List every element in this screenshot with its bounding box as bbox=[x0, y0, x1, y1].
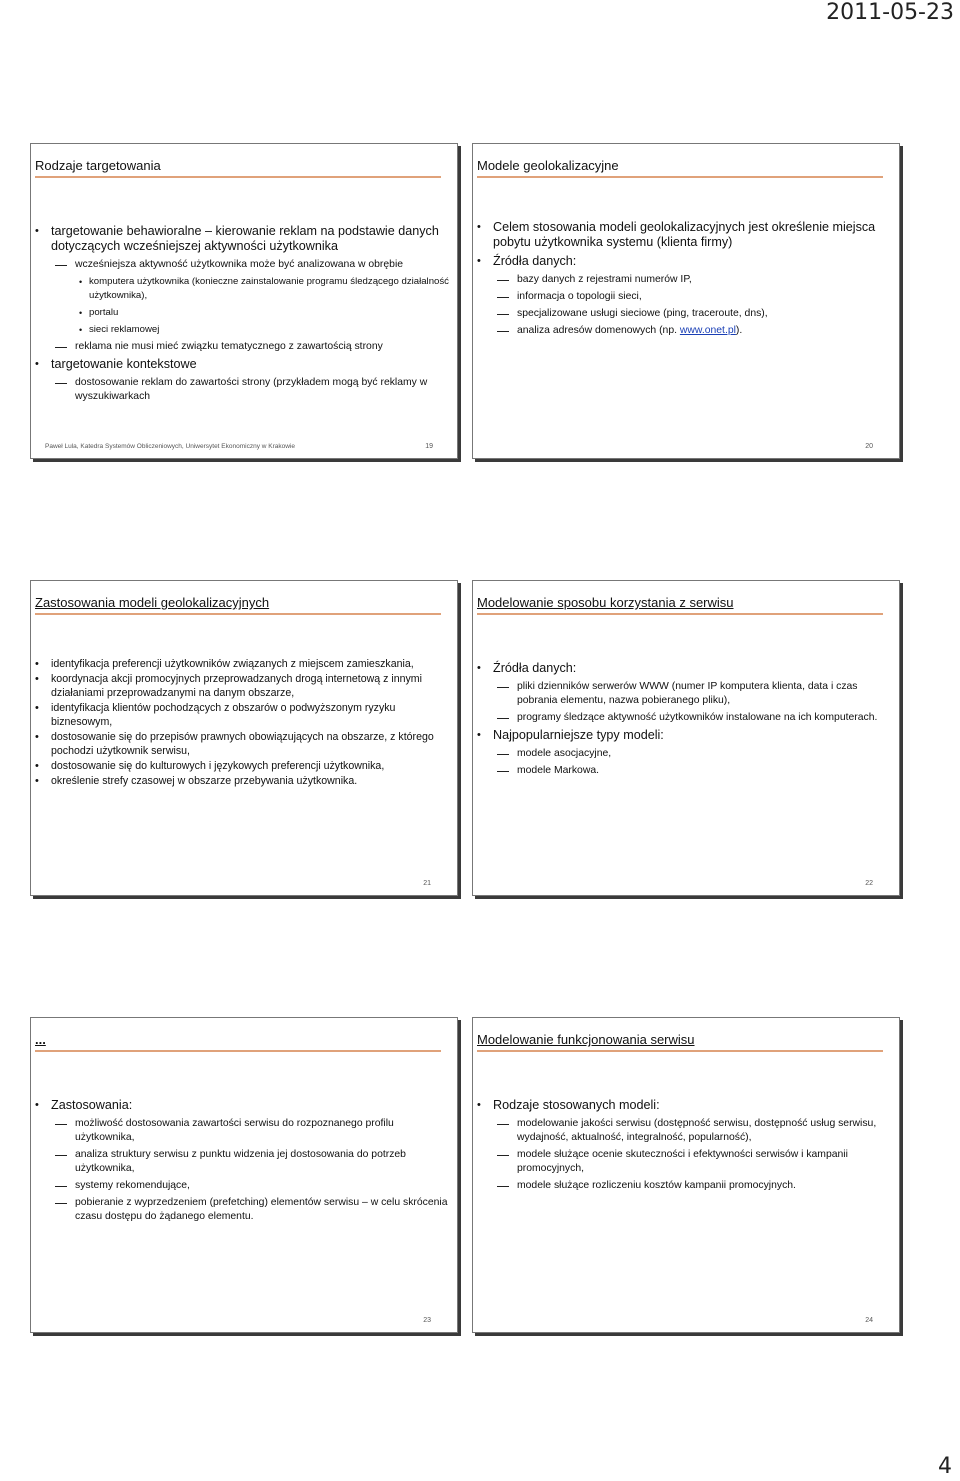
dash-icon bbox=[497, 1124, 509, 1125]
sub-bullet-item: modelowanie jakości serwisu (dostępność serwisu, dostępność usług serwisu, wydajność, aktualność, integralność, popularność), bbox=[477, 1117, 893, 1145]
sub-bullet-item: informacja o topologii sieci, bbox=[477, 290, 893, 304]
sub-bullet-item: bazy danych z rejestrami numerów IP, bbox=[477, 273, 893, 287]
bullet-dot-icon: • bbox=[35, 673, 39, 685]
bullet-item: • Celem stosowania modeli geolokalizacyjnych jest określenie miejsca pobytu użytkownika systemu (klienta firmy) bbox=[477, 220, 876, 249]
bullet-item: • Źródła danych: bbox=[477, 661, 577, 675]
slide-body bbox=[477, 661, 893, 781]
slide-title: Rodzaje targetowania bbox=[35, 158, 161, 173]
dash-icon bbox=[55, 265, 67, 266]
sub-bullet-item: pobieranie z wyprzedzeniem (prefetching) elementów serwisu – w celu skrócenia czasu dostępu do żądanego elementu. bbox=[35, 1196, 451, 1224]
bullet-dot-icon: • bbox=[35, 775, 39, 787]
slide-23 bbox=[30, 1017, 458, 1333]
bullet-dot-icon: • bbox=[35, 731, 39, 743]
bullet-dot-icon: • bbox=[79, 325, 83, 335]
title-rule bbox=[477, 1050, 883, 1052]
sub-bullet-item: reklama nie musi mieć związku tematycznego z zawartością strony bbox=[35, 340, 451, 354]
bullet-item: • dostosowanie się do przepisów prawnych obowiązujących na obszarze, z którego pochodzi użytkownik serwisu, bbox=[35, 731, 434, 757]
dash-icon bbox=[497, 754, 509, 755]
title-rule bbox=[477, 613, 883, 615]
dash-icon bbox=[497, 331, 509, 332]
sub-sub-bullet-item: • sieci reklamowej bbox=[79, 324, 160, 335]
sub-bullet-item: systemy rekomendujące, bbox=[35, 1179, 451, 1193]
dash-icon bbox=[497, 297, 509, 298]
dash-icon bbox=[497, 687, 509, 688]
bullet-dot-icon: • bbox=[35, 760, 39, 772]
bullet-dot-icon: • bbox=[477, 255, 481, 267]
bullet-item: • określenie strefy czasowej w obszarze przebywania użytkownika. bbox=[35, 775, 358, 787]
dash-icon bbox=[497, 718, 509, 719]
bullet-dot-icon: • bbox=[35, 358, 39, 370]
dash-icon bbox=[497, 280, 509, 281]
slide-21 bbox=[30, 580, 458, 896]
bullet-item: • identyfikacja klientów pochodzących z obszarów o podwyższonym ryzyku biznesowym, bbox=[35, 702, 396, 728]
slide-22 bbox=[472, 580, 900, 896]
slide-body bbox=[35, 657, 451, 789]
bullet-item: • koordynacja akcji promocyjnych przeprowadzanych drogą internetową z innymi działaniami przeprowadzanymi na danym obszarze, bbox=[35, 673, 422, 699]
title-rule bbox=[35, 176, 441, 178]
bullet-item: • targetowanie behawioralne – kierowanie reklam na podstawie danych dotyczących wcześniejszej aktywności użytkownika bbox=[35, 224, 439, 253]
bullet-dot-icon: • bbox=[477, 221, 481, 233]
dash-icon bbox=[497, 771, 509, 772]
slide-number: 20 bbox=[865, 443, 873, 450]
slide-body bbox=[35, 1098, 451, 1227]
sub-bullet-item: modele asocjacyjne, bbox=[477, 747, 893, 761]
bullet-dot-icon: • bbox=[477, 662, 481, 674]
bullet-dot-icon: • bbox=[35, 225, 39, 237]
slide-title: Modelowanie funkcjonowania serwisu bbox=[477, 1032, 695, 1047]
sub-sub-bullet-item: • komputera użytkownika (konieczne zainstalowanie programu śledzącego działalność użytkownika), bbox=[79, 276, 449, 301]
dash-icon bbox=[55, 1186, 67, 1187]
bullet-item: • Zastosowania: bbox=[35, 1098, 133, 1112]
slide-number: 19 bbox=[425, 443, 433, 450]
dash-icon bbox=[55, 1124, 67, 1125]
bullet-dot-icon: • bbox=[35, 702, 39, 714]
dash-icon bbox=[497, 1186, 509, 1187]
sub-bullet-item: modele służące rozliczeniu kosztów kampanii promocyjnych. bbox=[477, 1179, 893, 1193]
slide-body bbox=[35, 224, 451, 407]
title-rule bbox=[477, 176, 883, 178]
sub-bullet-item: analiza struktury serwisu z punktu widzenia jej dostosowania do potrzeb użytkownika, bbox=[35, 1148, 451, 1176]
bullet-item: • dostosowanie się do kulturowych i językowych preferencji użytkownika, bbox=[35, 760, 385, 772]
bullet-item: • identyfikacja preferencji użytkowników związanych z miejscem zamieszkania, bbox=[35, 658, 414, 670]
bullet-dot-icon: • bbox=[79, 277, 83, 287]
page-number: 4 bbox=[938, 1454, 952, 1479]
bullet-item: • Rodzaje stosowanych modeli: bbox=[477, 1098, 660, 1112]
bullet-item: • targetowanie kontekstowe bbox=[35, 357, 197, 371]
slide-body bbox=[477, 1098, 893, 1196]
sub-bullet-item: dostosowanie reklam do zawartości strony (przykładem mogą być reklamy w wyszukiwarkach bbox=[35, 376, 451, 404]
bullet-dot-icon: • bbox=[477, 729, 481, 741]
slide-number: 22 bbox=[865, 880, 873, 887]
sub-bullet-item: analiza adresów domenowych (np. www.onet.pl). bbox=[477, 324, 893, 338]
sub-sub-bullet-item: • portalu bbox=[79, 307, 119, 318]
sub-bullet-item: modele Markowa. bbox=[477, 764, 893, 778]
slide-title: Modele geolokalizacyjne bbox=[477, 158, 619, 173]
dash-icon bbox=[497, 1155, 509, 1156]
bullet-dot-icon: • bbox=[35, 1099, 39, 1111]
dash-icon bbox=[497, 314, 509, 315]
bullet-dot-icon: • bbox=[477, 1099, 481, 1111]
slide-20 bbox=[472, 143, 900, 459]
sub-bullet-item: pliki dzienników serwerów WWW (numer IP komputera klienta, data i czas pobrania elementu, nazwa pobieranego pliku), bbox=[477, 680, 893, 708]
slide-number: 23 bbox=[423, 1317, 431, 1324]
sub-bullet-item: wcześniejsza aktywność użytkownika może być analizowana w obrębie bbox=[35, 258, 451, 272]
sub-bullet-item: możliwość dostosowania zawartości serwisu do rozpoznanego profilu użytkownika, bbox=[35, 1117, 451, 1145]
bullet-item: • Źródła danych: bbox=[477, 254, 577, 268]
dash-icon bbox=[55, 347, 67, 348]
title-rule bbox=[35, 1050, 441, 1052]
bullet-dot-icon: • bbox=[79, 308, 83, 318]
header-date: 2011-05-23 bbox=[826, 0, 954, 25]
slide-19 bbox=[30, 143, 458, 459]
onet-link[interactable]: www.onet.pl bbox=[679, 325, 736, 336]
slide-title: Modelowanie sposobu korzystania z serwisu bbox=[477, 595, 734, 610]
dash-icon bbox=[55, 383, 67, 384]
slide-title: Zastosowania modeli geolokalizacyjnych bbox=[35, 595, 270, 610]
sub-bullet-item: programy śledzące aktywność użytkowników instalowane na ich komputerach. bbox=[477, 711, 893, 725]
bullet-dot-icon: • bbox=[35, 658, 39, 670]
slide-body bbox=[477, 220, 893, 341]
slide-number: 21 bbox=[423, 880, 431, 887]
slide-24 bbox=[472, 1017, 900, 1333]
slide-title: ... bbox=[35, 1032, 46, 1047]
slide-number: 24 bbox=[865, 1317, 873, 1324]
dash-icon bbox=[55, 1203, 67, 1204]
footer-author: Paweł Lula, Katedra Systemów Obliczeniowych, Uniwersytet Ekonomiczny w Krakowie bbox=[45, 443, 295, 450]
sub-bullet-item: modele służące ocenie skuteczności i efektywności serwisów i kampanii promocyjnych, bbox=[477, 1148, 893, 1176]
dash-icon bbox=[55, 1155, 67, 1156]
sub-bullet-item: specjalizowane usługi sieciowe (ping, traceroute, dns), bbox=[477, 307, 893, 321]
title-rule bbox=[35, 613, 441, 615]
bullet-item: • Najpopularniejsze typy modeli: bbox=[477, 728, 664, 742]
